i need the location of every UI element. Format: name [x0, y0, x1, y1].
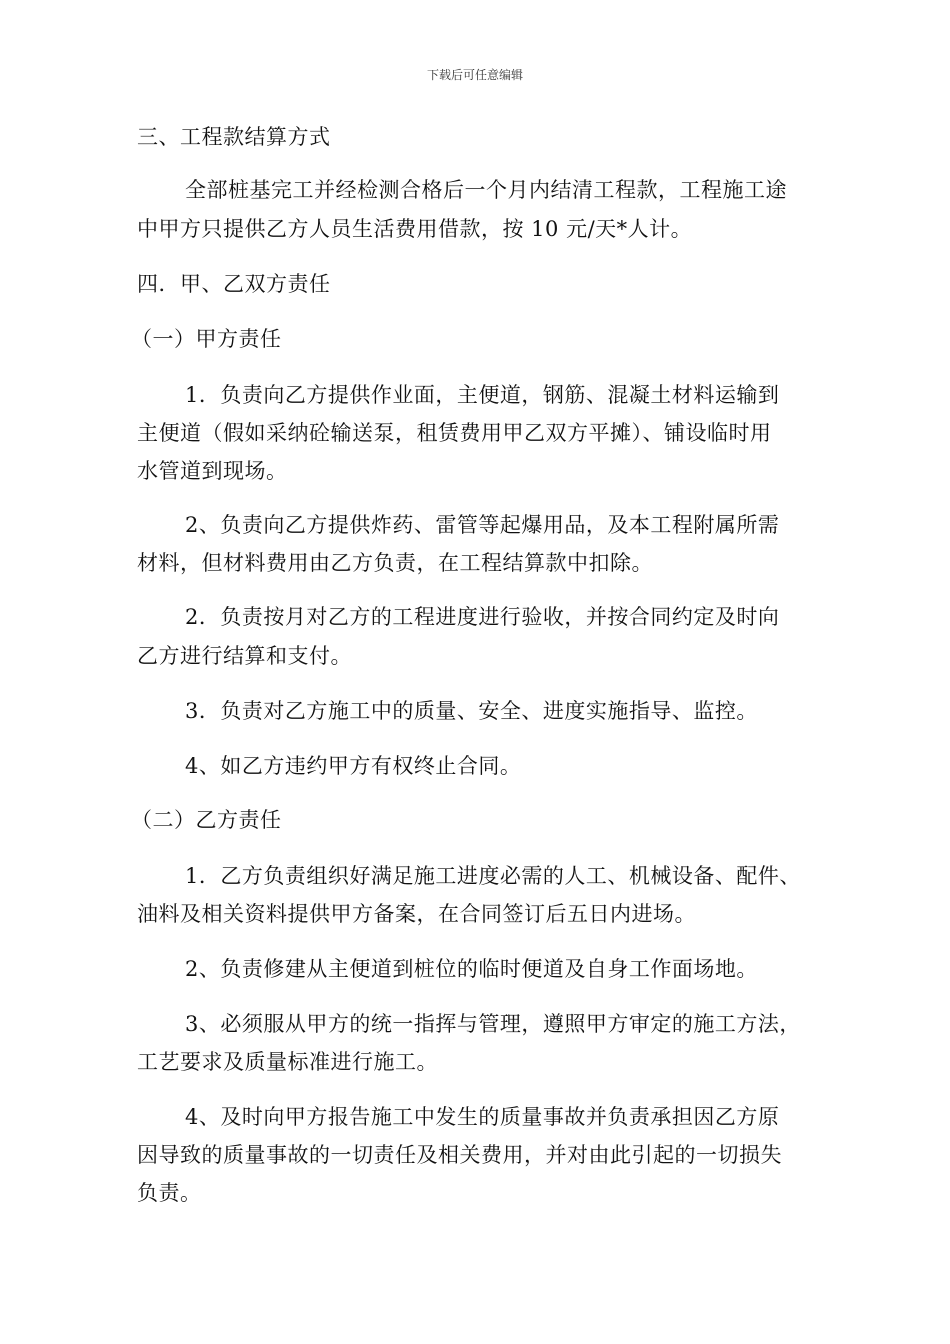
paragraph-line: 主便道（假如采纳砼输送泵，租赁费用甲乙双方平摊）、铺设临时用 [137, 421, 772, 445]
paragraph-line: 2、负责向乙方提供炸药、雷管等起爆用品，及本工程附属所需 [185, 513, 780, 537]
paragraph-line: 乙方进行结算和支付。 [137, 644, 352, 668]
page-header: 下载后可任意编辑 [426, 68, 523, 82]
paragraph-line: 油料及相关资料提供甲方备案，在合同签订后五日内进场。 [137, 902, 696, 926]
paragraph-line: 4、及时向甲方报告施工中发生的质量事故并负责承担因乙方原 [185, 1105, 780, 1129]
subsection-heading-party-b: （二）乙方责任 [131, 808, 282, 832]
paragraph-line: 材料，但材料费用由乙方负责，在工程结算款中扣除。 [137, 551, 653, 575]
paragraph-line: 2、负责修建从主便道到桩位的临时便道及自身工作面场地。 [185, 957, 758, 981]
paragraph-line: 1．乙方负责组织好满足施工进度必需的人工、机械设备、配件、 [185, 864, 801, 888]
paragraph-line: 水管道到现场。 [137, 459, 288, 483]
paragraph-line: 因导致的质量事故的一切责任及相关费用，并对由此引起的一切损失 [137, 1143, 782, 1167]
paragraph-line: 2．负责按月对乙方的工程进度进行验收，并按合同约定及时向 [185, 605, 780, 629]
paragraph-line: 全部桩基完工并经检测合格后一个月内结清工程款，工程施工途 [185, 178, 787, 202]
paragraph-line: 3、必须服从甲方的统一指挥与管理，遵照甲方审定的施工方法， [185, 1012, 801, 1036]
paragraph-line: 中甲方只提供乙方人员生活费用借款，按 10 元/天*人计。 [137, 217, 693, 241]
section-heading-settlement: 三、工程款结算方式 [137, 125, 331, 149]
section-heading-responsibilities: 四．甲、乙双方责任 [137, 272, 331, 296]
paragraph-line: 负责。 [137, 1181, 202, 1205]
paragraph-line: 1．负责向乙方提供作业面，主便道，钢筋、混凝土材料运输到 [185, 383, 780, 407]
paragraph-line: 工艺要求及质量标准进行施工。 [137, 1050, 438, 1074]
subsection-heading-party-a: （一）甲方责任 [131, 327, 282, 351]
paragraph-line: 4、如乙方违约甲方有权终止合同。 [185, 754, 522, 778]
paragraph-line: 3．负责对乙方施工中的质量、安全、进度实施指导、监控。 [185, 699, 758, 723]
